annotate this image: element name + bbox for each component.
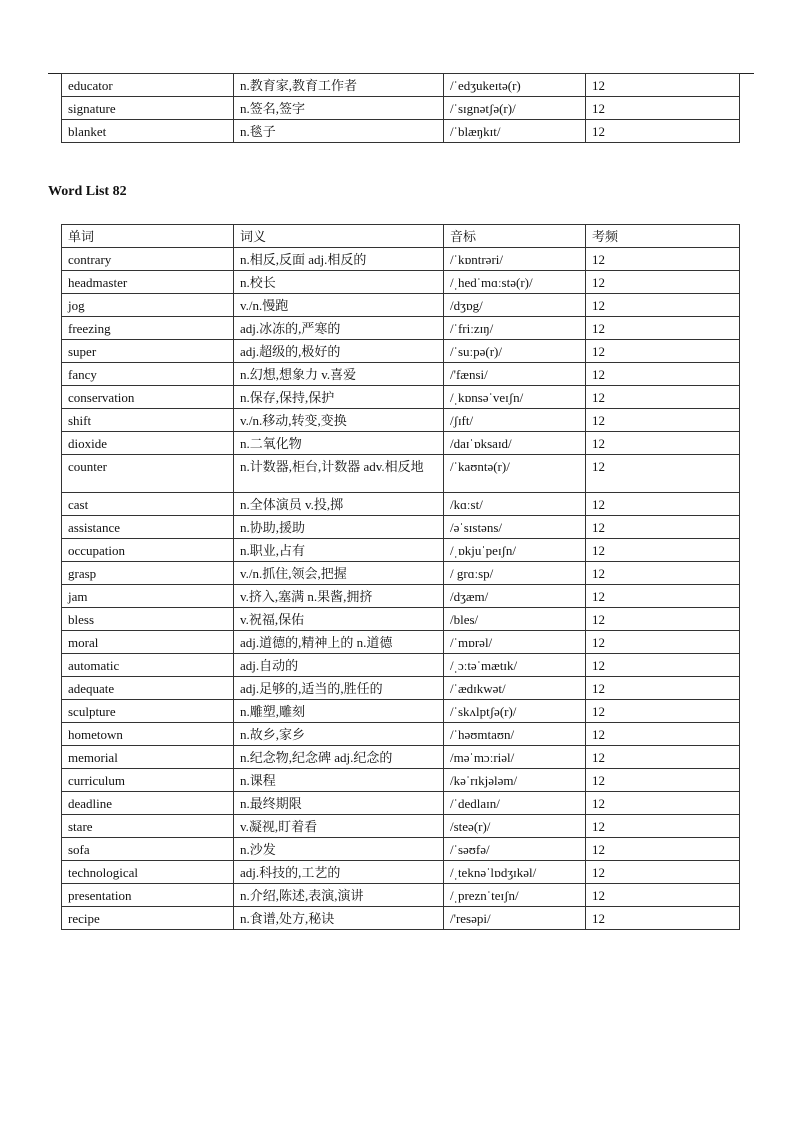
header-phonetic: 音标: [444, 225, 586, 248]
word-cell: grasp: [62, 562, 234, 585]
meaning-cell: adj.科技的,工艺的: [234, 861, 444, 884]
table-row: [62, 248, 740, 271]
word-cell: bless: [62, 608, 234, 631]
meaning-cell: v.挤入,塞满 n.果酱,拥挤: [234, 585, 444, 608]
table-row: [62, 74, 740, 97]
word-cell: sculpture: [62, 700, 234, 723]
frequency-cell: 12: [586, 409, 740, 432]
phonetic-cell: /bles/: [444, 608, 586, 631]
word-cell: dioxide: [62, 432, 234, 455]
word-cell: super: [62, 340, 234, 363]
word-cell: counter: [62, 455, 234, 493]
frequency-cell: 12: [586, 861, 740, 884]
section-title: Word List 82: [48, 184, 127, 199]
word-cell: adequate: [62, 677, 234, 700]
table-row: [62, 432, 740, 455]
table-row: [62, 294, 740, 317]
phonetic-cell: / grɑːsp/: [444, 562, 586, 585]
meaning-cell: n.幻想,想象力 v.喜爱: [234, 363, 444, 386]
word-cell: automatic: [62, 654, 234, 677]
frequency-cell: 12: [586, 340, 740, 363]
phonetic-cell: /ˈmɒrəl/: [444, 631, 586, 654]
frequency-cell: 12: [586, 907, 740, 930]
word-list-table: [61, 224, 740, 930]
table-row: [62, 838, 740, 861]
meaning-cell: n.全体演员 v.投,掷: [234, 493, 444, 516]
word-cell: signature: [62, 97, 234, 120]
phonetic-cell: /ˈskʌlptʃə(r)/: [444, 700, 586, 723]
meaning-cell: n.沙发: [234, 838, 444, 861]
frequency-cell: 12: [586, 493, 740, 516]
phonetic-cell: /ˌɔːtəˈmætɪk/: [444, 654, 586, 677]
table-row: [62, 907, 740, 930]
meaning-cell: n.课程: [234, 769, 444, 792]
word-cell: technological: [62, 861, 234, 884]
frequency-cell: 12: [586, 746, 740, 769]
phonetic-cell: /ˈfriːzɪŋ/: [444, 317, 586, 340]
meaning-cell: n.教育家,教育工作者: [234, 74, 444, 97]
frequency-cell: 12: [586, 654, 740, 677]
meaning-cell: n.最终期限: [234, 792, 444, 815]
table-row: [62, 516, 740, 539]
table-row: [62, 562, 740, 585]
meaning-cell: v./n.抓住,领会,把握: [234, 562, 444, 585]
word-cell: sofa: [62, 838, 234, 861]
meaning-cell: n.协助,援助: [234, 516, 444, 539]
phonetic-cell: /ˈkaʊntə(r)/: [444, 455, 586, 493]
word-cell: assistance: [62, 516, 234, 539]
phonetic-cell: /ˈsəʊfə/: [444, 838, 586, 861]
frequency-cell: 12: [586, 677, 740, 700]
table-row: [62, 608, 740, 631]
word-cell: conservation: [62, 386, 234, 409]
word-cell: educator: [62, 74, 234, 97]
word-cell: cast: [62, 493, 234, 516]
frequency-cell: 12: [586, 386, 740, 409]
word-cell: jam: [62, 585, 234, 608]
table-row: [62, 340, 740, 363]
phonetic-cell: /ˈsuːpə(r)/: [444, 340, 586, 363]
frequency-cell: 12: [586, 248, 740, 271]
meaning-cell: n.保存,保持,保护: [234, 386, 444, 409]
phonetic-cell: /ʃɪft/: [444, 409, 586, 432]
table-row: [62, 363, 740, 386]
meaning-cell: v./n.慢跑: [234, 294, 444, 317]
table-row: [62, 317, 740, 340]
meaning-cell: n.职业,占有: [234, 539, 444, 562]
frequency-cell: 12: [586, 363, 740, 386]
frequency-cell: 12: [586, 455, 740, 493]
meaning-cell: adj.自动的: [234, 654, 444, 677]
phonetic-cell: /dʒɒg/: [444, 294, 586, 317]
table-row: [62, 792, 740, 815]
word-cell: recipe: [62, 907, 234, 930]
phonetic-cell: /əˈsɪstəns/: [444, 516, 586, 539]
phonetic-cell: /ˌhedˈmɑːstə(r)/: [444, 271, 586, 294]
meaning-cell: v.祝福,保佑: [234, 608, 444, 631]
frequency-cell: 12: [586, 884, 740, 907]
word-cell: occupation: [62, 539, 234, 562]
table-row: [62, 723, 740, 746]
frequency-cell: 12: [586, 120, 740, 143]
frequency-cell: 12: [586, 562, 740, 585]
meaning-cell: n.纪念物,纪念碑 adj.纪念的: [234, 746, 444, 769]
phonetic-cell: /steə(r)/: [444, 815, 586, 838]
meaning-cell: adj.足够的,适当的,胜任的: [234, 677, 444, 700]
phonetic-cell: /ˈkɒntrəri/: [444, 248, 586, 271]
meaning-cell: n.毯子: [234, 120, 444, 143]
previous-word-table: [61, 73, 740, 143]
phonetic-cell: /ˈsɪgnətʃə(r)/: [444, 97, 586, 120]
table-row: [62, 769, 740, 792]
word-cell: presentation: [62, 884, 234, 907]
frequency-cell: 12: [586, 792, 740, 815]
meaning-cell: n.计数器,柜台,计数器 adv.相反地: [234, 455, 444, 493]
meaning-cell: n.签名,签字: [234, 97, 444, 120]
frequency-cell: 12: [586, 769, 740, 792]
phonetic-cell: /kəˈrɪkjələm/: [444, 769, 586, 792]
frequency-cell: 12: [586, 317, 740, 340]
table-row: [62, 493, 740, 516]
phonetic-cell: /məˈmɔːriəl/: [444, 746, 586, 769]
phonetic-cell: /ˈdedlaɪn/: [444, 792, 586, 815]
frequency-cell: 12: [586, 271, 740, 294]
table-row: [62, 539, 740, 562]
phonetic-cell: /ˌteknəˈlɒdʒɪkəl/: [444, 861, 586, 884]
word-cell: deadline: [62, 792, 234, 815]
word-cell: freezing: [62, 317, 234, 340]
frequency-cell: 12: [586, 700, 740, 723]
meaning-cell: n.雕塑,雕刻: [234, 700, 444, 723]
table-row: [62, 631, 740, 654]
meaning-cell: n.校长: [234, 271, 444, 294]
word-cell: shift: [62, 409, 234, 432]
word-cell: headmaster: [62, 271, 234, 294]
table-row: [62, 386, 740, 409]
table-header-row: [62, 225, 740, 248]
meaning-cell: n.故乡,家乡: [234, 723, 444, 746]
meaning-cell: n.介绍,陈述,表演,演讲: [234, 884, 444, 907]
frequency-cell: 12: [586, 539, 740, 562]
phonetic-cell: /ˌɒkjuˈpeɪʃn/: [444, 539, 586, 562]
phonetic-cell: /dʒæm/: [444, 585, 586, 608]
header-word: 单词: [62, 225, 234, 248]
frequency-cell: 12: [586, 516, 740, 539]
frequency-cell: 12: [586, 838, 740, 861]
table-row: [62, 677, 740, 700]
table-row: [62, 120, 740, 143]
word-cell: curriculum: [62, 769, 234, 792]
phonetic-cell: /ˈblæŋkɪt/: [444, 120, 586, 143]
phonetic-cell: /'resəpi/: [444, 907, 586, 930]
table-row: [62, 700, 740, 723]
table-row: [62, 861, 740, 884]
meaning-cell: n.食谱,处方,秘诀: [234, 907, 444, 930]
frequency-cell: 12: [586, 294, 740, 317]
table-row: [62, 884, 740, 907]
phonetic-cell: /ˌpreznˈteɪʃn/: [444, 884, 586, 907]
table-row: [62, 746, 740, 769]
word-cell: stare: [62, 815, 234, 838]
phonetic-cell: /ˌkɒnsəˈveɪʃn/: [444, 386, 586, 409]
frequency-cell: 12: [586, 585, 740, 608]
word-cell: moral: [62, 631, 234, 654]
frequency-cell: 12: [586, 631, 740, 654]
meaning-cell: adj.冰冻的,严寒的: [234, 317, 444, 340]
phonetic-cell: /'fænsi/: [444, 363, 586, 386]
meaning-cell: adj.道德的,精神上的 n.道德: [234, 631, 444, 654]
frequency-cell: 12: [586, 608, 740, 631]
frequency-cell: 12: [586, 815, 740, 838]
meaning-cell: v.凝视,盯着看: [234, 815, 444, 838]
table-row: [62, 409, 740, 432]
word-cell: hometown: [62, 723, 234, 746]
word-cell: memorial: [62, 746, 234, 769]
meaning-cell: n.相反,反面 adj.相反的: [234, 248, 444, 271]
meaning-cell: n.二氧化物: [234, 432, 444, 455]
frequency-cell: 12: [586, 97, 740, 120]
table-row: [62, 585, 740, 608]
meaning-cell: adj.超级的,极好的: [234, 340, 444, 363]
frequency-cell: 12: [586, 723, 740, 746]
phonetic-cell: /ˈedʒukeɪtə(r): [444, 74, 586, 97]
header-meaning: 词义: [234, 225, 444, 248]
header-frequency: 考频: [586, 225, 740, 248]
word-cell: contrary: [62, 248, 234, 271]
table-row: [62, 654, 740, 677]
word-cell: jog: [62, 294, 234, 317]
word-cell: blanket: [62, 120, 234, 143]
frequency-cell: 12: [586, 432, 740, 455]
table-row: [62, 97, 740, 120]
table-row: [62, 815, 740, 838]
word-cell: fancy: [62, 363, 234, 386]
table-row: [62, 271, 740, 294]
frequency-cell: 12: [586, 74, 740, 97]
phonetic-cell: /kɑːst/: [444, 493, 586, 516]
phonetic-cell: /ˈædɪkwət/: [444, 677, 586, 700]
meaning-cell: v./n.移动,转变,变换: [234, 409, 444, 432]
table-row: [62, 455, 740, 493]
phonetic-cell: /ˈhəʊmtaʊn/: [444, 723, 586, 746]
phonetic-cell: /daɪˈɒksaɪd/: [444, 432, 586, 455]
